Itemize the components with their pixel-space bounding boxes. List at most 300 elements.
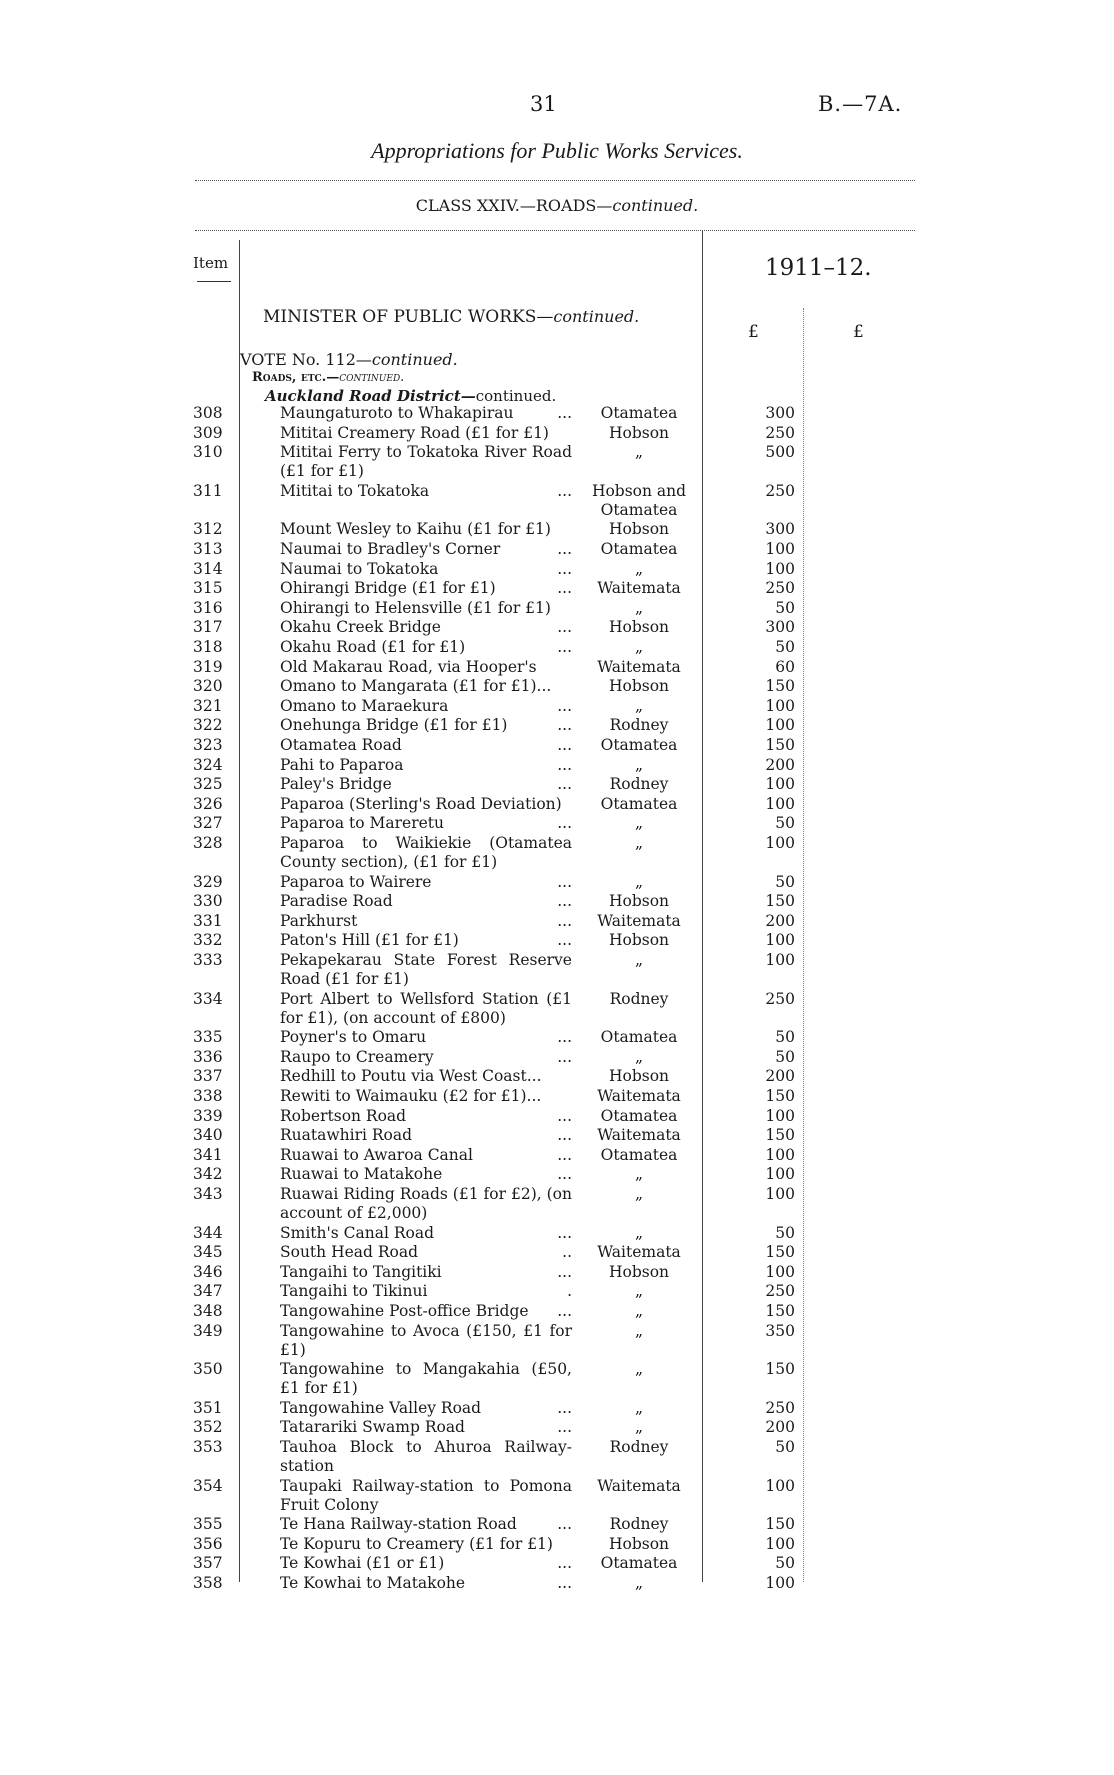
item-number: 316 bbox=[193, 598, 223, 617]
item-number: 340 bbox=[193, 1126, 223, 1145]
item-description-text: Smith's Canal Road bbox=[280, 1223, 435, 1242]
item-description-text: Tangowahine to Mangakahia (£50, £1 for £1) bbox=[280, 1360, 572, 1398]
leader-dots: ... bbox=[557, 755, 572, 774]
currency-symbol-col2: £ bbox=[853, 322, 864, 342]
leader-dots: ... bbox=[557, 775, 572, 794]
item-number: 344 bbox=[193, 1223, 223, 1242]
amount-value: 150 bbox=[765, 1515, 795, 1534]
item-description bbox=[280, 1165, 572, 1184]
county-name: Waitemata bbox=[597, 1126, 681, 1145]
amount-value: 100 bbox=[765, 540, 795, 558]
leader-dots: ... bbox=[557, 1047, 572, 1066]
item-description bbox=[280, 1048, 572, 1067]
item-description-text: Rewiti to Waimauku (£2 for £1)... bbox=[280, 1087, 542, 1105]
item-description bbox=[280, 520, 572, 539]
county-name: „ bbox=[634, 834, 644, 852]
item-number: 331 bbox=[193, 911, 223, 930]
county-name: „ bbox=[634, 598, 644, 617]
item-description bbox=[280, 1399, 572, 1418]
item-number: 338 bbox=[193, 1087, 223, 1105]
amount-value: 100 bbox=[765, 1476, 795, 1495]
item-description-text: Ohirangi to Helensville (£1 for £1) bbox=[280, 598, 551, 617]
item-description-text: Ohirangi Bridge (£1 for £1) bbox=[280, 579, 496, 598]
item-number: 354 bbox=[193, 1476, 223, 1495]
leader-dots: . bbox=[567, 1282, 572, 1301]
county-name: „ bbox=[634, 1302, 644, 1320]
county-name: Hobson bbox=[608, 1262, 670, 1281]
county-name: „ bbox=[634, 1398, 644, 1417]
item-number: 349 bbox=[193, 1321, 223, 1340]
amount-value: 150 bbox=[765, 1360, 795, 1379]
item-description bbox=[280, 1418, 572, 1437]
amount-value: 250 bbox=[765, 481, 795, 500]
amount-value: 200 bbox=[765, 911, 795, 930]
item-description bbox=[280, 424, 572, 443]
amount-value: 250 bbox=[765, 579, 795, 598]
item-description bbox=[280, 1107, 572, 1126]
item-description bbox=[280, 1477, 572, 1515]
amount-value: 500 bbox=[765, 443, 795, 462]
county-name: Waitemata bbox=[597, 657, 681, 676]
county-name: Hobson bbox=[608, 677, 670, 696]
county-name: Hobson bbox=[608, 1534, 670, 1553]
county-name: Waitemata bbox=[597, 911, 681, 930]
item-description-text: Okahu Road (£1 for £1) bbox=[280, 638, 466, 656]
district-heading bbox=[265, 387, 556, 405]
item-description bbox=[280, 540, 572, 559]
item-description bbox=[280, 736, 572, 755]
item-description-text: Paradise Road bbox=[280, 892, 393, 911]
item-description-text: Tangowahine Valley Road bbox=[280, 1398, 482, 1417]
item-description bbox=[280, 834, 572, 872]
item-number: 315 bbox=[193, 579, 223, 598]
leader-dots: ... bbox=[557, 1574, 572, 1592]
amount-value: 150 bbox=[765, 1302, 795, 1320]
vote-heading-cont: continued. bbox=[371, 350, 458, 369]
item-description-text: Ruatawhiri Road bbox=[280, 1126, 413, 1145]
class-heading-main: CLASS XXIV.—ROADS— bbox=[415, 196, 613, 215]
county-name: Otamatea bbox=[600, 1554, 678, 1573]
leader-dots: ... bbox=[557, 1165, 572, 1184]
item-number: 348 bbox=[193, 1302, 223, 1320]
county-name: Hobson bbox=[608, 520, 670, 539]
county-name: Hobson bbox=[608, 892, 670, 911]
amount-value: 100 bbox=[765, 834, 795, 852]
minister-heading-main: MINISTER OF PUBLIC WORKS— bbox=[263, 307, 554, 327]
item-description-text: Paparoa to Wairere bbox=[280, 872, 432, 891]
item-description bbox=[280, 579, 572, 598]
leader-dots: ... bbox=[557, 540, 572, 558]
item-number: 328 bbox=[193, 834, 223, 852]
item-description bbox=[280, 638, 572, 657]
item-description bbox=[280, 1515, 572, 1534]
item-description-text: Old Makarau Road, via Hooper's bbox=[280, 657, 537, 676]
item-description bbox=[280, 560, 572, 579]
county-name: Waitemata bbox=[597, 579, 681, 598]
county-name: „ bbox=[634, 755, 644, 774]
item-description-text: Onehunga Bridge (£1 for £1) bbox=[280, 716, 508, 735]
county-name: Otamatea bbox=[600, 1106, 678, 1125]
leader-dots: ... bbox=[557, 696, 572, 715]
item-description-text: Maungaturoto to Whakapirau bbox=[280, 404, 514, 422]
item-description bbox=[280, 697, 572, 716]
leader-dots: ... bbox=[557, 1554, 572, 1573]
leader-dots: ... bbox=[557, 638, 572, 656]
item-description-text: Tangowahine Post-office Bridge bbox=[280, 1302, 529, 1320]
item-number: 346 bbox=[193, 1262, 223, 1281]
item-description-text: Port Albert to Wellsford Station (£1 for £1), (on account of £800) bbox=[280, 989, 572, 1027]
item-number: 355 bbox=[193, 1515, 223, 1534]
county-name: „ bbox=[634, 1047, 644, 1066]
leader-dots: ... bbox=[557, 1262, 572, 1281]
item-description bbox=[280, 658, 572, 677]
item-number: 309 bbox=[193, 423, 223, 442]
county-name: Hobson and Otamatea bbox=[591, 481, 687, 519]
amount-value: 350 bbox=[765, 1321, 795, 1340]
item-description-text: Paparoa to Waikiekie (Otamatea County section), (£1 for £1) bbox=[280, 834, 572, 871]
item-number: 350 bbox=[193, 1360, 223, 1379]
county-name: Waitemata bbox=[597, 1087, 681, 1105]
item-number: 358 bbox=[193, 1574, 223, 1592]
page-title: Appropriations for Public Works Services. bbox=[371, 138, 743, 163]
county-name: Rodney bbox=[609, 989, 669, 1008]
county-name: „ bbox=[634, 1418, 644, 1437]
leader-dots: ... bbox=[557, 404, 572, 422]
county-name: Hobson bbox=[608, 1067, 670, 1086]
leader-dots: ... bbox=[557, 931, 572, 950]
item-description bbox=[280, 775, 572, 794]
item-description-text: Tangaihi to Tikinui bbox=[280, 1282, 428, 1301]
amount-value: 250 bbox=[765, 423, 795, 442]
item-number: 335 bbox=[193, 1028, 223, 1047]
item-description bbox=[280, 443, 572, 481]
amount-value: 200 bbox=[765, 1418, 795, 1437]
item-number: 356 bbox=[193, 1534, 223, 1553]
item-description-text: Mount Wesley to Kaihu (£1 for £1) bbox=[280, 520, 551, 539]
item-description-text: Paparoa to Mareretu bbox=[280, 814, 445, 833]
divider-top bbox=[195, 180, 915, 181]
amount-value: 150 bbox=[765, 1087, 795, 1105]
item-number: 343 bbox=[193, 1185, 223, 1203]
item-description bbox=[280, 1282, 572, 1301]
item-number: 347 bbox=[193, 1282, 223, 1301]
item-description-text: Te Hana Railway-station Road bbox=[280, 1515, 517, 1534]
item-description bbox=[280, 1146, 572, 1165]
leader-dots: ... bbox=[557, 579, 572, 598]
item-number: 324 bbox=[193, 755, 223, 774]
item-description bbox=[280, 1535, 572, 1554]
amount-value: 50 bbox=[775, 638, 795, 656]
county-name: Rodney bbox=[609, 1438, 669, 1456]
item-description-text: Paton's Hill (£1 for £1) bbox=[280, 931, 459, 950]
item-description-text: Ruawai to Matakohe bbox=[280, 1165, 443, 1184]
column-rule-left bbox=[239, 240, 240, 1582]
amount-value: 50 bbox=[775, 1438, 795, 1456]
item-description bbox=[280, 990, 572, 1028]
amount-value: 300 bbox=[765, 618, 795, 637]
county-name: Otamatea bbox=[600, 540, 678, 558]
county-name: „ bbox=[634, 1185, 644, 1203]
item-description bbox=[280, 1028, 572, 1047]
item-description-text: Ruawai Riding Roads (£1 for £2), (on account of £2,000) bbox=[280, 1185, 572, 1222]
minister-heading-cont: continued. bbox=[553, 307, 640, 326]
item-description bbox=[280, 1087, 572, 1106]
item-number: 318 bbox=[193, 638, 223, 656]
leader-dots: ... bbox=[557, 1418, 572, 1437]
item-number: 319 bbox=[193, 657, 223, 676]
item-description bbox=[280, 1185, 572, 1223]
amount-value: 150 bbox=[765, 1243, 795, 1262]
amount-value: 50 bbox=[775, 872, 795, 891]
item-description-text: Raupo to Creamery bbox=[280, 1047, 434, 1066]
item-number: 339 bbox=[193, 1106, 223, 1125]
county-name: Otamatea bbox=[600, 1028, 678, 1047]
leader-dots: ... bbox=[557, 1515, 572, 1534]
item-description bbox=[280, 795, 572, 814]
item-description bbox=[280, 912, 572, 931]
item-description bbox=[280, 1126, 572, 1145]
item-number: 322 bbox=[193, 716, 223, 735]
item-description bbox=[280, 1322, 572, 1360]
item-description bbox=[280, 677, 572, 696]
county-name: „ bbox=[634, 443, 644, 462]
item-description-text: Te Kowhai to Matakohe bbox=[280, 1574, 466, 1592]
county-name: „ bbox=[634, 1574, 644, 1592]
amount-value: 300 bbox=[765, 404, 795, 422]
column-rule-right bbox=[803, 308, 804, 1582]
amount-value: 100 bbox=[765, 716, 795, 735]
item-description-text: Mititai to Tokatoka bbox=[280, 481, 430, 500]
item-number: 334 bbox=[193, 989, 223, 1008]
district-heading-cont: continued. bbox=[475, 387, 557, 405]
item-description bbox=[280, 1438, 572, 1476]
county-name: „ bbox=[634, 559, 644, 578]
leader-dots: ... bbox=[557, 1028, 572, 1047]
amount-value: 150 bbox=[765, 892, 795, 911]
amount-value: 150 bbox=[765, 1126, 795, 1145]
leader-dots: ... bbox=[557, 1223, 572, 1242]
leader-dots: ... bbox=[557, 716, 572, 735]
amount-value: 100 bbox=[765, 1106, 795, 1125]
currency-symbol-col1: £ bbox=[748, 322, 759, 342]
county-name: „ bbox=[634, 1282, 644, 1301]
amount-value: 100 bbox=[765, 1262, 795, 1281]
county-name: „ bbox=[634, 1223, 644, 1242]
item-number: 336 bbox=[193, 1047, 223, 1066]
item-number: 327 bbox=[193, 814, 223, 833]
item-description bbox=[280, 951, 572, 989]
county-name: „ bbox=[634, 638, 644, 656]
leader-dots: ... bbox=[557, 736, 572, 754]
county-name: Rodney bbox=[609, 1515, 669, 1534]
item-number: 321 bbox=[193, 696, 223, 715]
item-number: 353 bbox=[193, 1438, 223, 1456]
item-description-text: Tangaihi to Tangitiki bbox=[280, 1262, 442, 1281]
county-name: Waitemata bbox=[597, 1243, 681, 1262]
amount-value: 100 bbox=[765, 696, 795, 715]
county-name: „ bbox=[634, 814, 644, 833]
minister-heading bbox=[263, 307, 639, 327]
vote-heading-main: VOTE No. 112— bbox=[240, 350, 372, 369]
amount-value: 100 bbox=[765, 794, 795, 813]
item-number: 317 bbox=[193, 618, 223, 637]
amount-value: 100 bbox=[765, 775, 795, 794]
item-description bbox=[280, 1263, 572, 1282]
leader-dots: ... bbox=[557, 1126, 572, 1145]
roads-heading bbox=[252, 370, 404, 385]
item-number: 351 bbox=[193, 1398, 223, 1417]
item-description-text: South Head Road bbox=[280, 1243, 419, 1262]
leader-dots: ... bbox=[557, 618, 572, 637]
amount-value: 200 bbox=[765, 755, 795, 774]
item-description-text: Ruawai to Awaroa Canal bbox=[280, 1145, 473, 1164]
item-description-text: Tangowahine to Avoca (£150, £1 for £1) bbox=[280, 1321, 572, 1359]
leader-dots: ... bbox=[557, 1398, 572, 1417]
county-name: Otamatea bbox=[600, 404, 678, 422]
item-description bbox=[280, 756, 572, 775]
item-description-text: Taupaki Railway-station to Pomona Fruit Colony bbox=[280, 1476, 572, 1514]
item-description bbox=[280, 1360, 572, 1398]
county-name: „ bbox=[634, 1165, 644, 1184]
item-description-text: Naumai to Tokatoka bbox=[280, 559, 439, 578]
item-description bbox=[280, 1574, 572, 1593]
item-number: 314 bbox=[193, 559, 223, 578]
item-description bbox=[280, 404, 572, 423]
item-description bbox=[280, 1302, 572, 1321]
amount-value: 100 bbox=[765, 951, 795, 969]
leader-dots: ... bbox=[557, 481, 572, 500]
leader-dots: .. bbox=[562, 1243, 572, 1262]
leader-dots: ... bbox=[557, 892, 572, 911]
item-description bbox=[280, 814, 572, 833]
class-heading bbox=[0, 196, 1114, 215]
item-description bbox=[280, 482, 572, 501]
amount-value: 100 bbox=[765, 1185, 795, 1203]
amount-value: 300 bbox=[765, 520, 795, 539]
county-name: Rodney bbox=[609, 716, 669, 735]
roads-heading-main: Roads, etc.— bbox=[252, 370, 340, 385]
leader-dots: ... bbox=[557, 814, 572, 833]
amount-value: 250 bbox=[765, 989, 795, 1008]
item-description-text: Naumai to Bradley's Corner bbox=[280, 540, 501, 558]
amount-value: 150 bbox=[765, 677, 795, 696]
item-description-text: Paley's Bridge bbox=[280, 775, 392, 794]
item-description bbox=[280, 1224, 572, 1243]
item-description-text: Redhill to Poutu via West Coast... bbox=[280, 1067, 542, 1086]
item-description-text: Otamatea Road bbox=[280, 736, 402, 754]
amount-value: 60 bbox=[775, 657, 795, 676]
leader-dots: ... bbox=[557, 1302, 572, 1320]
amount-value: 50 bbox=[775, 814, 795, 833]
amount-value: 150 bbox=[765, 736, 795, 754]
county-name: „ bbox=[634, 872, 644, 891]
divider-header bbox=[195, 230, 915, 231]
vote-heading bbox=[240, 350, 458, 369]
item-description-text: Omano to Mangarata (£1 for £1)... bbox=[280, 677, 552, 696]
amount-value: 50 bbox=[775, 598, 795, 617]
item-description-text: Pekapekarau State Forest Reserve Road (£1 for £1) bbox=[280, 951, 572, 988]
item-description-text: Te Kowhai (£1 or £1) bbox=[280, 1554, 445, 1573]
roads-heading-cont: continued. bbox=[339, 370, 405, 385]
item-description bbox=[280, 599, 572, 618]
item-number: 323 bbox=[193, 736, 223, 754]
county-name: Otamatea bbox=[600, 1145, 678, 1164]
amount-value: 50 bbox=[775, 1223, 795, 1242]
leader-dots: ... bbox=[557, 1106, 572, 1125]
item-number: 326 bbox=[193, 794, 223, 813]
county-name: Hobson bbox=[608, 618, 670, 637]
item-number: 320 bbox=[193, 677, 223, 696]
item-number: 325 bbox=[193, 775, 223, 794]
item-description-text: Pahi to Paparoa bbox=[280, 755, 404, 774]
item-description-text: Robertson Road bbox=[280, 1106, 407, 1125]
document-reference: B.—7A. bbox=[818, 92, 903, 116]
item-number: 341 bbox=[193, 1145, 223, 1164]
amount-value: 100 bbox=[765, 1145, 795, 1164]
item-description bbox=[280, 1554, 572, 1573]
amount-value: 50 bbox=[775, 1047, 795, 1066]
leader-dots: ... bbox=[557, 1145, 572, 1164]
amount-value: 250 bbox=[765, 1282, 795, 1301]
item-description-text: Tauhoa Block to Ahuroa Railway-station bbox=[280, 1438, 572, 1475]
item-description bbox=[280, 716, 572, 735]
leader-dots: ... bbox=[557, 911, 572, 930]
item-number: 337 bbox=[193, 1067, 223, 1086]
amount-value: 50 bbox=[775, 1554, 795, 1573]
year-column-header: 1911–12. bbox=[765, 255, 872, 281]
county-name: Hobson bbox=[608, 423, 670, 442]
item-number: 308 bbox=[193, 404, 223, 422]
item-description bbox=[280, 618, 572, 637]
county-name: Otamatea bbox=[600, 794, 678, 813]
class-heading-cont: continued. bbox=[612, 196, 699, 215]
item-number: 342 bbox=[193, 1165, 223, 1184]
leader-dots: ... bbox=[557, 872, 572, 891]
county-name: Hobson bbox=[608, 931, 670, 950]
item-number: 345 bbox=[193, 1243, 223, 1262]
item-description bbox=[280, 892, 572, 911]
amount-value: 250 bbox=[765, 1398, 795, 1417]
county-name: „ bbox=[634, 696, 644, 715]
item-number: 357 bbox=[193, 1554, 223, 1573]
item-description bbox=[280, 1243, 572, 1262]
amount-value: 100 bbox=[765, 1574, 795, 1592]
county-name: Otamatea bbox=[600, 736, 678, 754]
item-description bbox=[280, 931, 572, 950]
item-description-text: Omano to Maraekura bbox=[280, 696, 449, 715]
item-number: 352 bbox=[193, 1418, 223, 1437]
amount-value: 100 bbox=[765, 1534, 795, 1553]
column-rule-middle bbox=[702, 230, 703, 1582]
county-name: Rodney bbox=[609, 775, 669, 794]
item-number: 311 bbox=[193, 481, 223, 500]
leader-dots: ... bbox=[557, 559, 572, 578]
item-number: 330 bbox=[193, 892, 223, 911]
amount-value: 200 bbox=[765, 1067, 795, 1086]
item-description-text: Mititai Creamery Road (£1 for £1) bbox=[280, 423, 549, 442]
amount-value: 100 bbox=[765, 931, 795, 950]
item-description-text: Okahu Creek Bridge bbox=[280, 618, 441, 637]
item-description-text: Parkhurst bbox=[280, 911, 358, 930]
county-name: „ bbox=[634, 951, 644, 969]
district-heading-main: Auckland Road District— bbox=[265, 387, 476, 405]
item-number: 332 bbox=[193, 931, 223, 950]
item-description-text: Poyner's to Omaru bbox=[280, 1028, 427, 1047]
item-number: 333 bbox=[193, 951, 223, 969]
item-description-text: Tatarariki Swamp Road bbox=[280, 1418, 465, 1437]
item-description-text: Mititai Ferry to Tokatoka River Road (£1 for £1) bbox=[280, 443, 572, 481]
item-number: 310 bbox=[193, 443, 223, 462]
